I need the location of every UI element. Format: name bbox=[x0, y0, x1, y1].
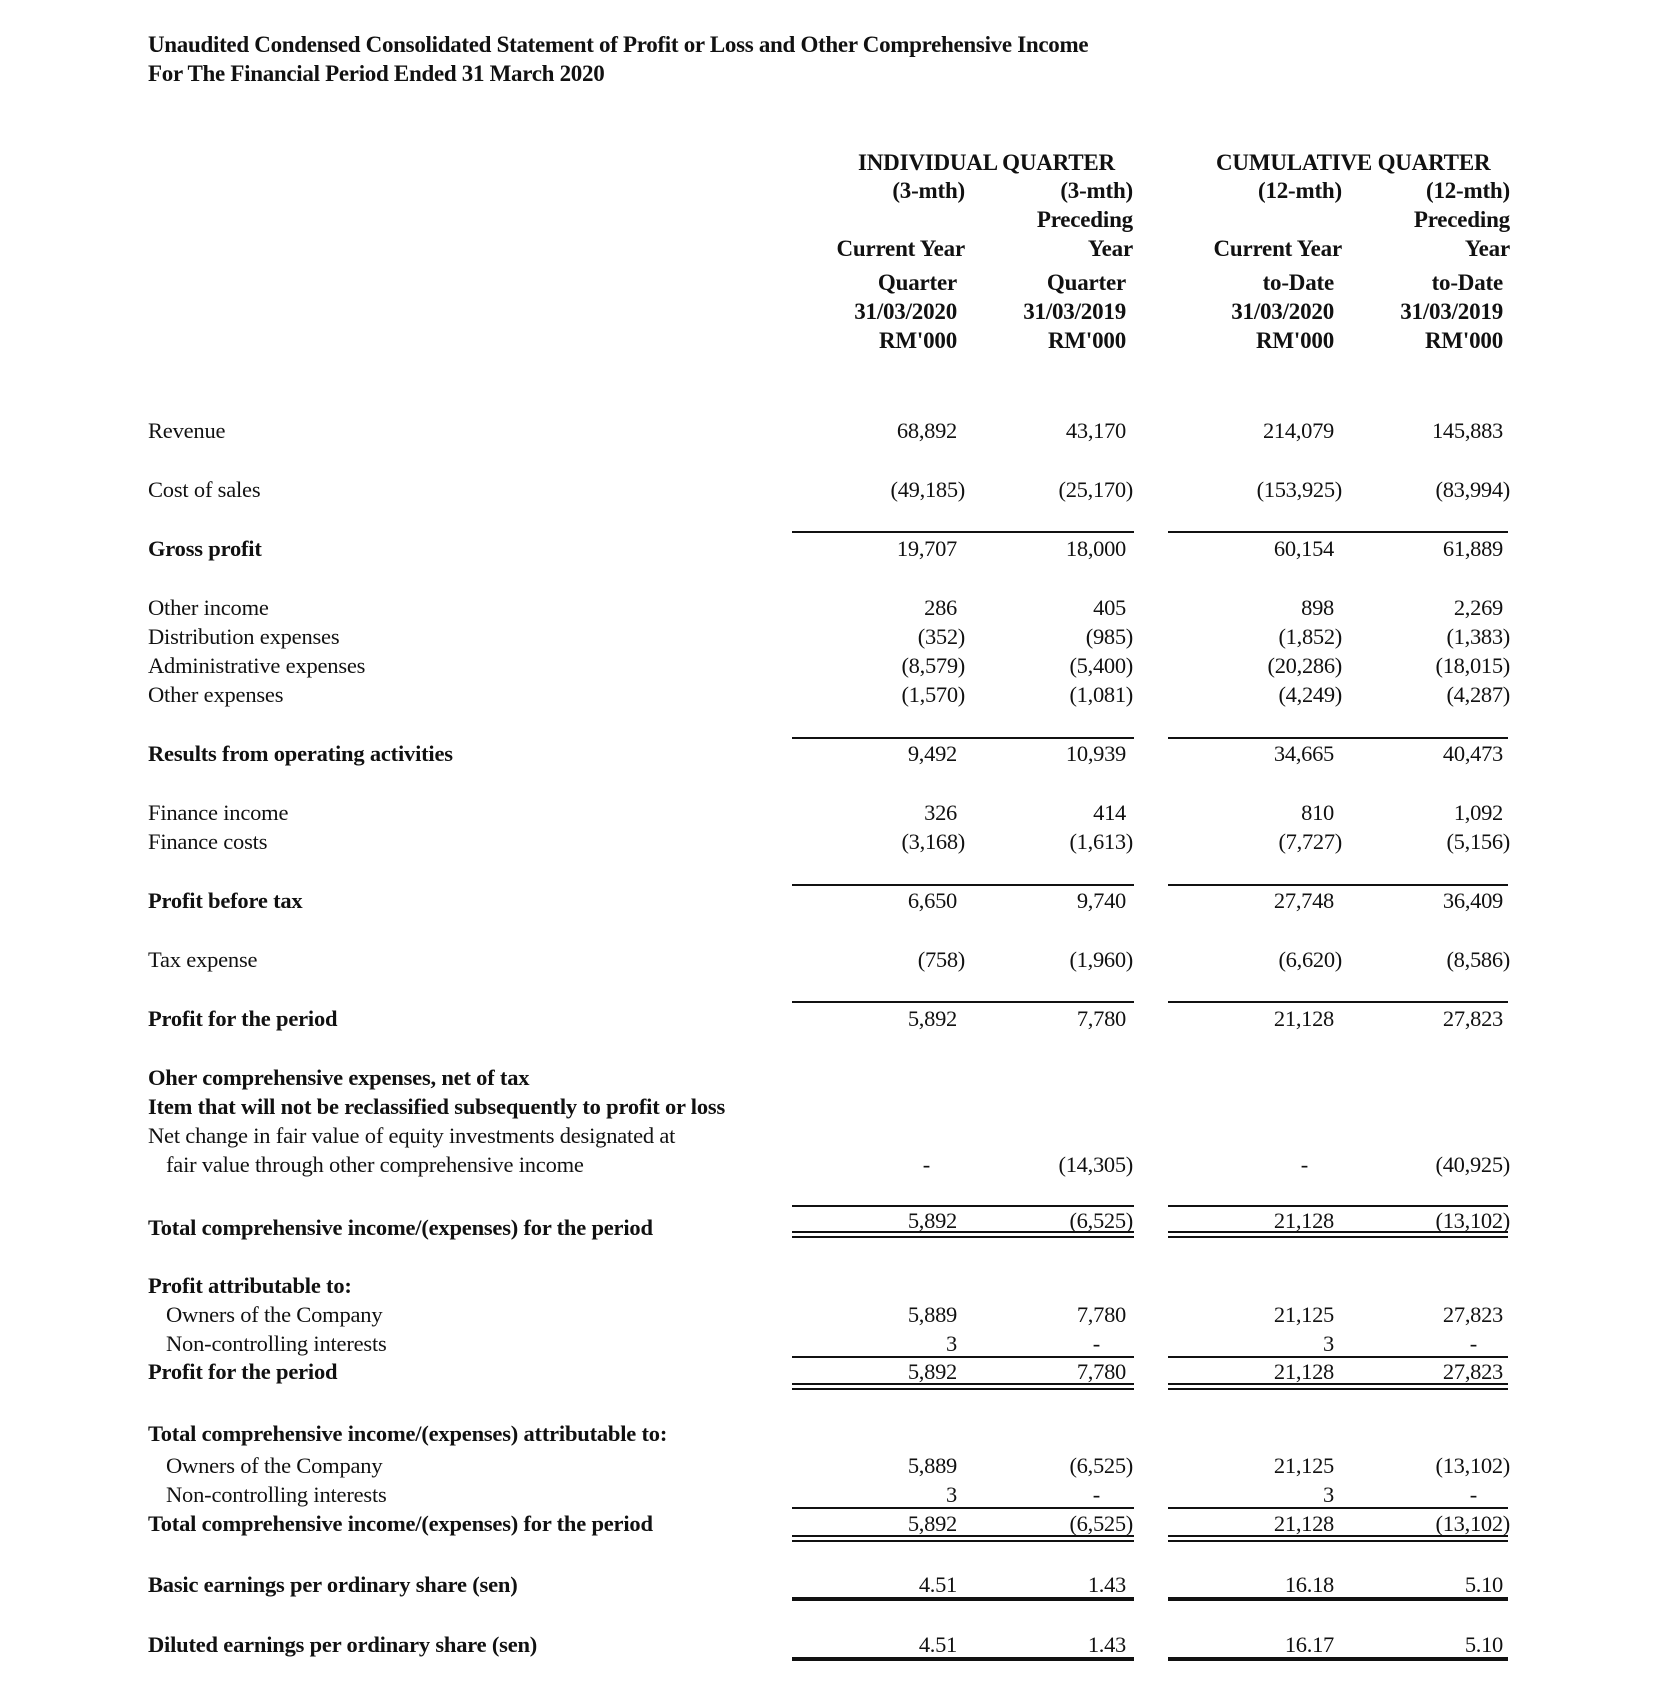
subtotal-rule bbox=[792, 1356, 1134, 1358]
cell: 5,892 bbox=[907, 1359, 957, 1384]
cell: 21,125 bbox=[1273, 1453, 1334, 1478]
cell: 43,170 bbox=[1065, 418, 1126, 443]
cell: 414 bbox=[1093, 800, 1126, 825]
subtotal-rule bbox=[1168, 884, 1508, 886]
cell: 3 bbox=[946, 1482, 957, 1507]
cell: (758) bbox=[917, 947, 965, 972]
cell: 9,740 bbox=[1076, 888, 1126, 913]
cell: (14,305) bbox=[1058, 1152, 1133, 1177]
row-label: Revenue bbox=[148, 418, 226, 443]
col2-period: (3-mth) bbox=[1060, 178, 1133, 203]
oci-heading: Oher comprehensive expenses, net of tax bbox=[148, 1065, 530, 1090]
cell: (13,102) bbox=[1435, 1453, 1510, 1478]
row-label: Non-controlling interests bbox=[166, 1331, 387, 1356]
cell: 5.10 bbox=[1464, 1572, 1503, 1597]
col1-unit: RM'000 bbox=[878, 328, 957, 353]
cell: 34,665 bbox=[1273, 741, 1334, 766]
row-label: Diluted earnings per ordinary share (sen) bbox=[148, 1632, 538, 1657]
cell: (8,586) bbox=[1446, 947, 1510, 972]
cell: 68,892 bbox=[896, 418, 957, 443]
cell: (5,400) bbox=[1069, 653, 1133, 678]
cell: 27,823 bbox=[1442, 1302, 1503, 1327]
total-rule bbox=[792, 1657, 1134, 1661]
cell: (8,579) bbox=[901, 653, 965, 678]
cell: 5,892 bbox=[907, 1006, 957, 1031]
cell: 27,823 bbox=[1442, 1006, 1503, 1031]
cell: 4.51 bbox=[918, 1632, 957, 1657]
cell: (40,925) bbox=[1435, 1152, 1510, 1177]
row-label-cont: fair value through other comprehensive income bbox=[166, 1152, 584, 1177]
row-label: Distribution expenses bbox=[148, 624, 340, 649]
cell: 1,092 bbox=[1453, 800, 1503, 825]
cell: 21,128 bbox=[1273, 1359, 1334, 1384]
cell: 5.10 bbox=[1464, 1632, 1503, 1657]
cell: - bbox=[1469, 1482, 1477, 1507]
row-label: Non-controlling interests bbox=[166, 1482, 387, 1507]
col1-line3: Current Year bbox=[836, 236, 965, 261]
cell: - bbox=[1092, 1482, 1100, 1507]
cell: (4,249) bbox=[1278, 682, 1342, 707]
cell: 7,780 bbox=[1076, 1302, 1126, 1327]
cell: 5,889 bbox=[907, 1302, 957, 1327]
cell: (352) bbox=[917, 624, 965, 649]
total-rule bbox=[792, 1597, 1134, 1601]
col4-date: 31/03/2019 bbox=[1400, 299, 1503, 324]
col3-line3: Current Year bbox=[1213, 236, 1342, 261]
subtotal-rule bbox=[1168, 1356, 1508, 1358]
col2-line3: Year bbox=[1087, 236, 1133, 261]
cell: (6,525) bbox=[1069, 1511, 1133, 1536]
row-label: Tax expense bbox=[148, 947, 258, 972]
col4-line3: Year bbox=[1464, 236, 1510, 261]
document-title: Unaudited Condensed Consolidated Statement of Profit or Loss and Other Comprehensive Income bbox=[148, 32, 1089, 57]
cell: 3 bbox=[1323, 1482, 1334, 1507]
cell: 1.43 bbox=[1087, 1632, 1126, 1657]
cell: 10,939 bbox=[1065, 741, 1126, 766]
cell: 5,889 bbox=[907, 1453, 957, 1478]
row-label: Basic earnings per ordinary share (sen) bbox=[148, 1572, 518, 1597]
cell: 7,780 bbox=[1076, 1006, 1126, 1031]
subtotal-rule bbox=[1168, 737, 1508, 739]
cell: - bbox=[1092, 1331, 1100, 1356]
total-rule bbox=[1168, 1597, 1508, 1601]
cell: (985) bbox=[1085, 624, 1133, 649]
row-label: Results from operating activities bbox=[148, 741, 453, 766]
row-label: Other income bbox=[148, 595, 269, 620]
document-subtitle: For The Financial Period Ended 31 March 2020 bbox=[148, 61, 605, 86]
cell: 5,892 bbox=[907, 1208, 957, 1233]
cell: 6,650 bbox=[907, 888, 957, 913]
cell: 7,780 bbox=[1076, 1359, 1126, 1384]
cell: (83,994) bbox=[1435, 477, 1510, 502]
cell: (13,102) bbox=[1435, 1208, 1510, 1233]
col4-unit: RM'000 bbox=[1424, 328, 1503, 353]
col2-preceding: Preceding bbox=[1036, 207, 1133, 232]
cell: (6,620) bbox=[1278, 947, 1342, 972]
cell: (1,960) bbox=[1069, 947, 1133, 972]
subtotal-rule bbox=[1168, 1205, 1508, 1207]
cell: (25,170) bbox=[1058, 477, 1133, 502]
profit-attr-heading: Profit attributable to: bbox=[148, 1273, 352, 1298]
col4-line4: to-Date bbox=[1431, 270, 1503, 295]
row-label: Administrative expenses bbox=[148, 653, 366, 678]
cell: 21,128 bbox=[1273, 1006, 1334, 1031]
subtotal-rule bbox=[792, 884, 1134, 886]
subtotal-rule bbox=[1168, 1507, 1508, 1509]
row-label: Total comprehensive income/(expenses) for the period bbox=[148, 1215, 653, 1240]
cell: 60,154 bbox=[1273, 536, 1334, 561]
row-label: Profit before tax bbox=[148, 888, 303, 913]
cell: 18,000 bbox=[1065, 536, 1126, 561]
cell: 21,125 bbox=[1273, 1302, 1334, 1327]
double-rule bbox=[792, 1535, 1134, 1542]
cell: 36,409 bbox=[1442, 888, 1503, 913]
cell: 9,492 bbox=[907, 741, 957, 766]
cell: (3,168) bbox=[901, 829, 965, 854]
row-label: Finance costs bbox=[148, 829, 268, 854]
col2-line4: Quarter bbox=[1046, 270, 1126, 295]
cell: 3 bbox=[946, 1331, 957, 1356]
cumulative-quarter-heading: CUMULATIVE QUARTER bbox=[1216, 150, 1491, 175]
col1-date: 31/03/2020 bbox=[854, 299, 957, 324]
col3-unit: RM'000 bbox=[1255, 328, 1334, 353]
row-label: Total comprehensive income/(expenses) for the period bbox=[148, 1511, 653, 1536]
row-label: Finance income bbox=[148, 800, 289, 825]
subtotal-rule bbox=[1168, 531, 1508, 533]
double-rule bbox=[792, 1231, 1134, 1238]
cell: 19,707 bbox=[896, 536, 957, 561]
row-label: Owners of the Company bbox=[166, 1453, 383, 1478]
subtotal-rule bbox=[792, 737, 1134, 739]
double-rule bbox=[1168, 1231, 1508, 1238]
cell: (1,852) bbox=[1278, 624, 1342, 649]
subtotal-rule bbox=[792, 1205, 1134, 1207]
cell: 1.43 bbox=[1087, 1572, 1126, 1597]
cell: 2,269 bbox=[1453, 595, 1503, 620]
cell: (7,727) bbox=[1278, 829, 1342, 854]
subtotal-rule bbox=[792, 1001, 1134, 1003]
cell: 4.51 bbox=[918, 1572, 957, 1597]
cell: 5,892 bbox=[907, 1511, 957, 1536]
oci-subheading: Item that will not be reclassified subsequently to profit or loss bbox=[148, 1094, 726, 1119]
subtotal-rule bbox=[792, 1507, 1134, 1509]
cell: (1,613) bbox=[1069, 829, 1133, 854]
cell: 214,079 bbox=[1262, 418, 1334, 443]
cell: (153,925) bbox=[1256, 477, 1342, 502]
col4-period: (12-mth) bbox=[1426, 178, 1510, 203]
cell: (20,286) bbox=[1267, 653, 1342, 678]
cell: (1,081) bbox=[1069, 682, 1133, 707]
cell: 898 bbox=[1301, 595, 1334, 620]
cell: - bbox=[922, 1152, 930, 1177]
cell: 40,473 bbox=[1442, 741, 1503, 766]
cell: 27,748 bbox=[1273, 888, 1334, 913]
subtotal-rule bbox=[792, 531, 1134, 533]
row-label: Owners of the Company bbox=[166, 1302, 383, 1327]
col1-line4: Quarter bbox=[877, 270, 957, 295]
col3-period: (12-mth) bbox=[1258, 178, 1342, 203]
cell: (4,287) bbox=[1446, 682, 1510, 707]
cell: - bbox=[1300, 1152, 1308, 1177]
cell: 16.18 bbox=[1284, 1572, 1334, 1597]
subtotal-rule bbox=[1168, 1001, 1508, 1003]
individual-quarter-heading: INDIVIDUAL QUARTER bbox=[858, 150, 1115, 175]
row-label: Cost of sales bbox=[148, 477, 261, 502]
row-label: Net change in fair value of equity investments designated at bbox=[148, 1123, 676, 1148]
double-rule bbox=[1168, 1535, 1508, 1542]
cell: (49,185) bbox=[890, 477, 965, 502]
col2-unit: RM'000 bbox=[1047, 328, 1126, 353]
cell: 405 bbox=[1093, 595, 1126, 620]
cell: (5,156) bbox=[1446, 829, 1510, 854]
cell: 810 bbox=[1301, 800, 1334, 825]
double-rule bbox=[1168, 1383, 1508, 1390]
row-label: Gross profit bbox=[148, 536, 262, 561]
cell: 21,128 bbox=[1273, 1511, 1334, 1536]
cell: (6,525) bbox=[1069, 1453, 1133, 1478]
row-label: Other expenses bbox=[148, 682, 284, 707]
col3-line4: to-Date bbox=[1262, 270, 1334, 295]
col2-date: 31/03/2019 bbox=[1023, 299, 1126, 324]
cell: 145,883 bbox=[1431, 418, 1503, 443]
total-rule bbox=[1168, 1657, 1508, 1661]
cell: 21,128 bbox=[1273, 1208, 1334, 1233]
cell: (1,383) bbox=[1446, 624, 1510, 649]
cell: (1,570) bbox=[901, 682, 965, 707]
cell: 61,889 bbox=[1442, 536, 1503, 561]
tci-attr-heading: Total comprehensive income/(expenses) attributable to: bbox=[148, 1421, 668, 1446]
row-label: Profit for the period bbox=[148, 1359, 338, 1384]
cell: - bbox=[1469, 1331, 1477, 1356]
cell: (6,525) bbox=[1069, 1208, 1133, 1233]
row-label: Profit for the period bbox=[148, 1006, 338, 1031]
col1-period: (3-mth) bbox=[892, 178, 965, 203]
cell: 286 bbox=[924, 595, 957, 620]
double-rule bbox=[792, 1383, 1134, 1390]
cell: 16.17 bbox=[1284, 1632, 1334, 1657]
cell: (18,015) bbox=[1435, 653, 1510, 678]
cell: (13,102) bbox=[1435, 1511, 1510, 1536]
cell: 27,823 bbox=[1442, 1359, 1503, 1384]
cell: 326 bbox=[924, 800, 957, 825]
col4-preceding: Preceding bbox=[1413, 207, 1510, 232]
col3-date: 31/03/2020 bbox=[1231, 299, 1334, 324]
cell: 3 bbox=[1323, 1331, 1334, 1356]
